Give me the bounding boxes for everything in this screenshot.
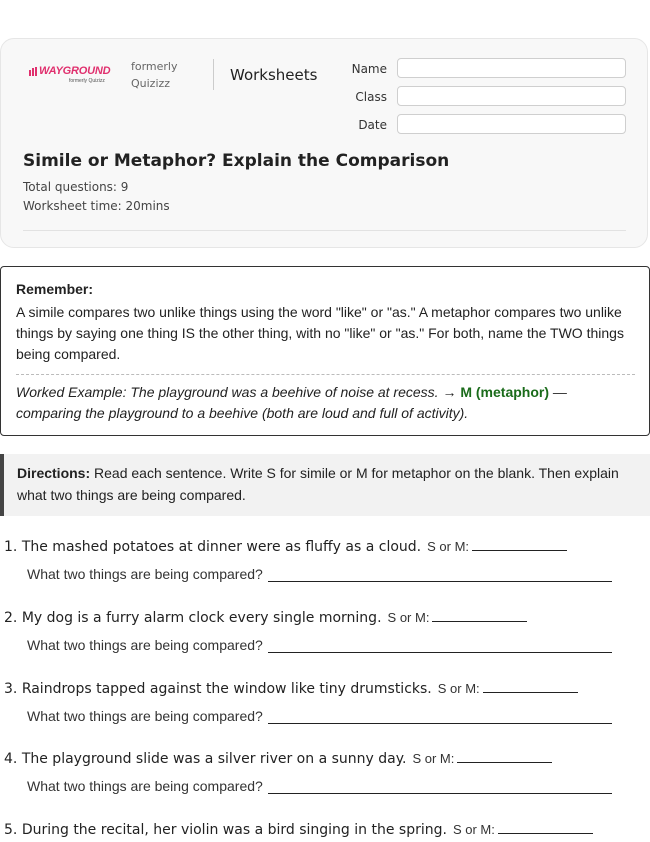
explain-blank[interactable] <box>268 723 612 724</box>
question-text: My dog is a furry alarm clock every single morning. <box>21 610 382 626</box>
question-number: 1. <box>4 539 18 555</box>
s-or-m-label: S or M: <box>452 822 495 837</box>
formerly-line: formerly <box>131 60 178 73</box>
logo-subtext: formerly Quizizz <box>69 78 105 84</box>
question-line <box>4 609 527 626</box>
explain-label: What two things are being compared? <box>27 566 263 582</box>
logo-text: WAYGROUND <box>39 65 111 77</box>
worksheet-time: Worksheet time: 20mins <box>23 199 170 213</box>
worked-example <box>16 382 616 424</box>
explain-label: What two things are being compared? <box>27 637 263 653</box>
s-or-m-label: S or M: <box>437 681 480 696</box>
example-answer: M (metaphor) <box>460 384 550 400</box>
example-suffix: — comparing the playground to a beehive (both are loud and full of activity). <box>16 384 567 421</box>
question-line <box>4 750 552 767</box>
class-label: Class <box>355 90 387 104</box>
question-text: The mashed potatoes at dinner were as fluffy as a cloud. <box>21 539 422 555</box>
directions-label: Directions: <box>17 465 91 481</box>
remember-title: Remember: <box>16 281 94 297</box>
s-or-m-blank[interactable] <box>483 680 578 693</box>
remember-divider <box>16 374 635 375</box>
wayground-logo <box>29 65 119 89</box>
name-field[interactable] <box>397 58 626 78</box>
question-line <box>4 680 578 697</box>
class-field[interactable] <box>397 86 626 106</box>
question-number: 3. <box>4 681 18 697</box>
formerly-note <box>131 58 178 92</box>
s-or-m-label: S or M: <box>387 610 430 625</box>
directions-box <box>0 454 650 516</box>
remember-box <box>0 266 650 436</box>
question-text: The playground slide was a silver river on a sunny day. <box>21 751 407 767</box>
explain-label: What two things are being compared? <box>27 778 263 794</box>
formerly-line: Quizizz <box>131 77 171 90</box>
explain-blank[interactable] <box>268 652 612 653</box>
date-label: Date <box>358 118 387 132</box>
question-number: 2. <box>4 610 18 626</box>
worksheet-title: Simile or Metaphor? Explain the Comparison <box>23 151 450 171</box>
question-number: 5. <box>4 822 18 838</box>
header-divider <box>213 59 214 90</box>
s-or-m-label: S or M: <box>427 539 470 554</box>
question-number: 4. <box>4 751 18 767</box>
date-field[interactable] <box>397 114 626 134</box>
explain-blank[interactable] <box>268 581 612 582</box>
question-line <box>4 538 567 555</box>
question-text: Raindrops tapped against the window like tiny drumsticks. <box>21 681 432 697</box>
question-text: During the recital, her violin was a bird singing in the spring. <box>21 822 447 838</box>
s-or-m-blank[interactable] <box>498 821 593 834</box>
name-label: Name <box>351 62 387 76</box>
total-questions: Total questions: 9 <box>23 180 129 194</box>
explain-blank[interactable] <box>268 793 612 794</box>
s-or-m-blank[interactable] <box>457 750 552 763</box>
explain-label: What two things are being compared? <box>27 708 263 724</box>
directions-text: Read each sentence. Write S for simile or M for metaphor on the blank. Then explain what two things are being compared. <box>17 465 619 503</box>
s-or-m-blank[interactable] <box>432 609 527 622</box>
section-title: Worksheets <box>230 66 318 84</box>
question-line <box>4 821 593 838</box>
header-rule <box>23 230 626 231</box>
remember-body: A simile compares two unlike things using the word "like" or "as." A metaphor compares two unlike things by saying one thing IS the other thing, with no "like" or "as." For both, name the TWO things being compared. <box>16 304 624 362</box>
example-prefix: Worked Example: The playground was a beehive of noise at recess. → <box>16 384 457 400</box>
s-or-m-blank[interactable] <box>472 538 567 551</box>
s-or-m-label: S or M: <box>412 751 455 766</box>
